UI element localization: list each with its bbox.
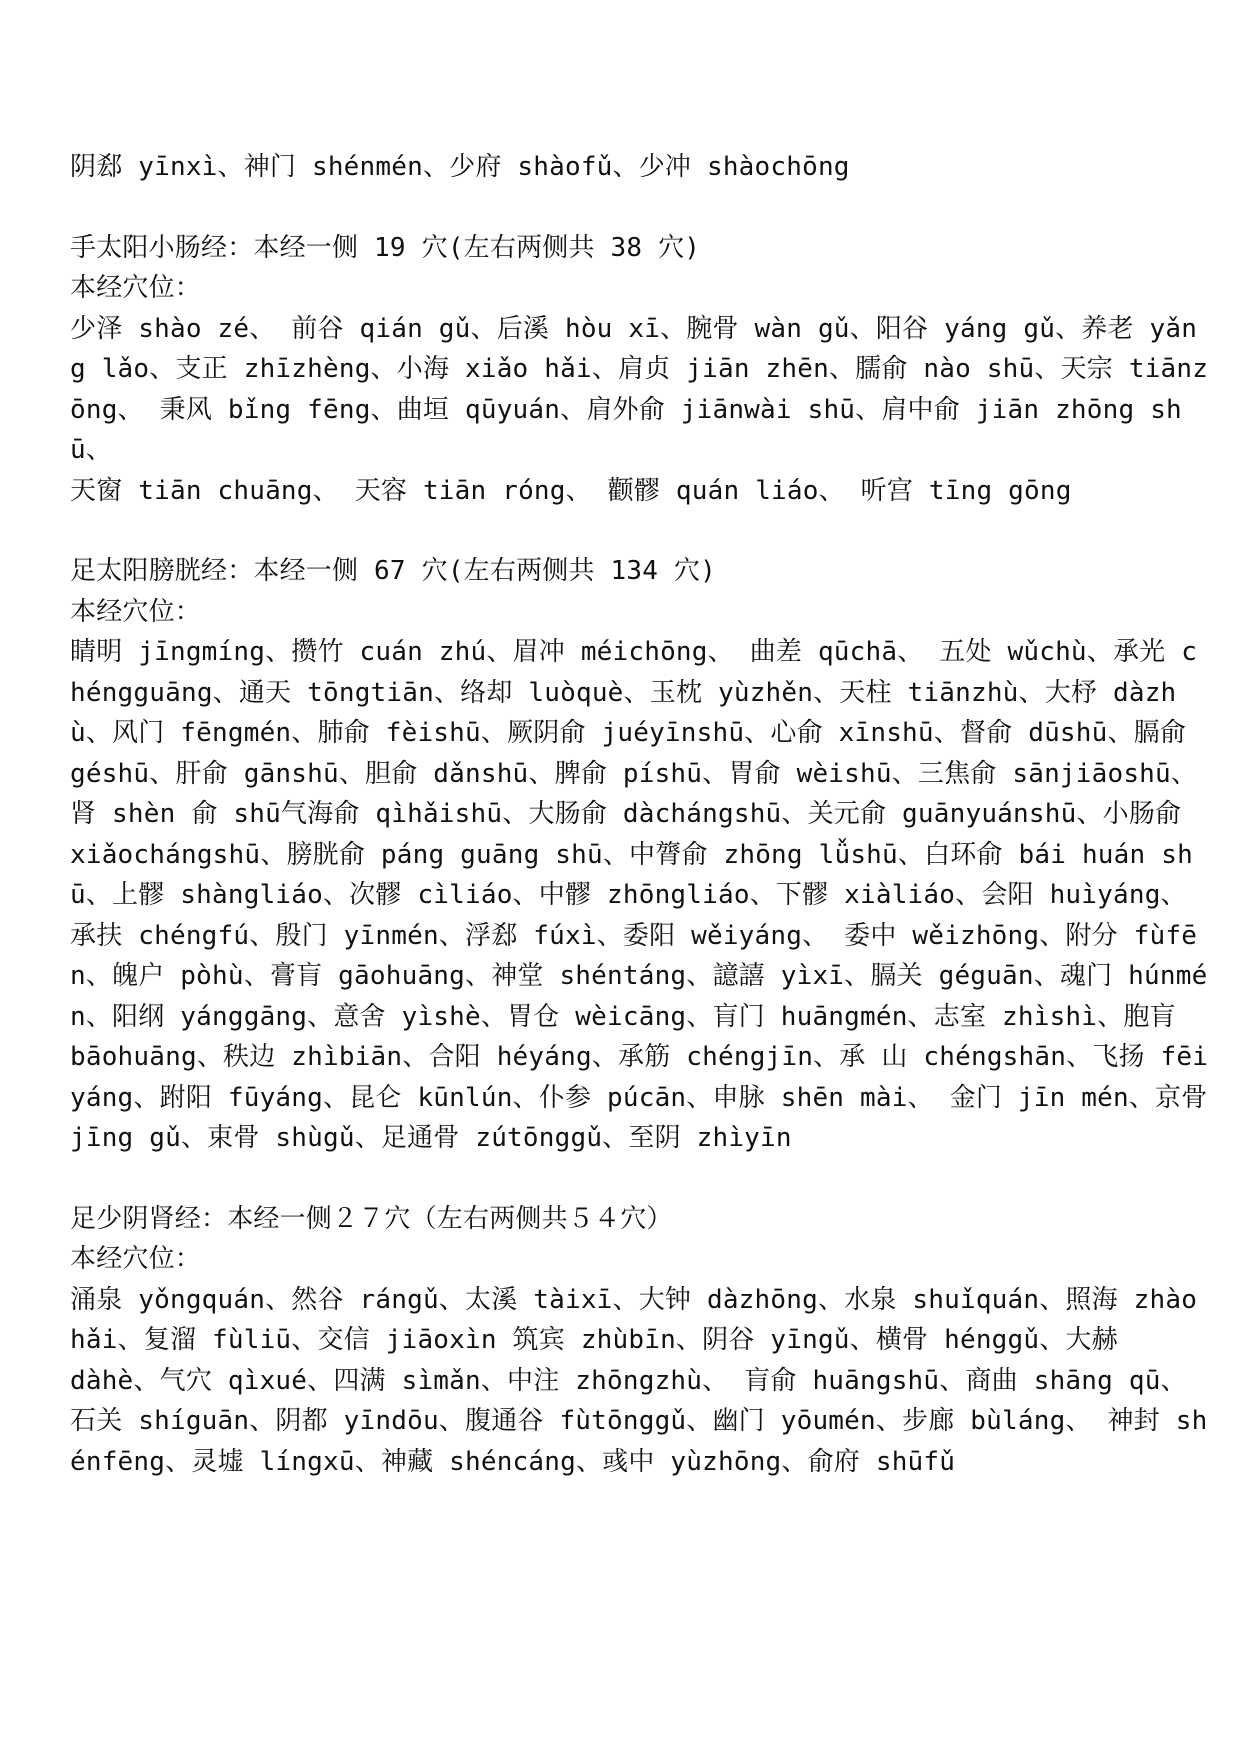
document-body [70,147,1210,1482]
section-small-intestine-meridian [70,228,1210,512]
acupoint-paragraph: 少泽 shào zé、 前谷 qián gǔ、后溪 hòu xī、腕骨 wàn gǔ、阳谷 yáng gǔ、养老 yǎng lǎo、支正 zhīzhèng、小海 xiǎo hǎi、肩贞 jiān zhēn、臑俞 nào shū、天宗 tiānzōng、 秉风 bǐng fēng、曲垣 qūyuán、肩外俞 jiānwài shū、肩中俞 jiān zhōng shū、 [70,313,1209,465]
section-title: 足太阳膀胱经：本经一侧 67 穴(左右两侧共 134 穴) [70,556,716,586]
section-title: 足少阴肾经：本经一侧２７穴（左右两侧共５４穴） [70,1203,673,1234]
section-kidney-meridian [70,1199,1210,1483]
section-gap [70,1159,1210,1199]
acupoint-paragraph: 天窗 tiān chuāng、 天容 tiān róng、 颧髎 quán liáo、 听宫 tīng gōng [70,475,1072,506]
section-title: 手太阳小肠经：本经一侧 19 穴(左右两侧共 38 穴) [70,232,701,263]
section-bladder-meridian [70,551,1210,1159]
section-label: 本经穴位： [70,1244,202,1274]
intro-line: 阴郄 yīnxì、神门 shénmén、少府 shàofǔ、少冲 shàochōng [70,152,850,182]
acupoint-paragraph: 涌泉 yǒngquán、然谷 rángǔ、太溪 tàixī、大钟 dàzhōng、水泉 shuǐquán、照海 zhàohǎi、复溜 fùliū、交信 jiāoxìn 筑宾 zhùbīn、阴谷 yīngǔ、横骨 hénggǔ、大赫 [70,1284,1198,1355]
section-gap [70,511,1210,551]
section-gap [70,188,1210,228]
acupoint-paragraph: bāohuāng、秩边 zhìbiān、合阳 héyáng、承筋 chéngjīn、承 山 chéngshān、飞扬 fēiyáng、跗阳 fūyáng、昆仑 kūnlún、仆参 púcān、申脉 shēn mài、 金门 jīn mén、京骨 jīng gǔ、束骨 shùgǔ、足通骨 zútōnggǔ、至阴 zhìyīn [70,1042,1209,1153]
section-label: 本经穴位： [70,596,202,627]
section-label: 本经穴位： [70,273,202,303]
acupoint-paragraph: dàhè、气穴 qìxué、四满 sìmǎn、中注 zhōngzhù、 肓俞 huāngshū、商曲 shāng qū、石关 shíguān、阴都 yīndōu、腹通谷 fùtōnggǔ、幽门 yōumén、步廊 bùláng、 神封 shénfēng、灵墟 língxū、神藏 shéncáng、彧中 yùzhōng、俞府 shūfǔ [70,1365,1208,1477]
acupoint-paragraph: 睛明 jīngmíng、攒竹 cuán zhú、眉冲 méichōng、 曲差 qūchā、 五处 wǔchù、承光 chéngguāng、通天 tōngtiān、络却 luòquè、玉枕 yùzhěn、天柱 tiānzhù、大杼 dàzhù、风门 fēngmén、肺俞 fèishū、厥阴俞 juéyīnshū、心俞 xīnshū、督俞 dūshū、膈俞 géshū、肝俞 gānshū、胆俞 dǎnshū、脾俞 píshū、胃俞 wèishū、三焦俞 sānjiāoshū、肾 shèn 俞 shū气海俞 qìhǎishū、大肠俞 dàchángshū、关元俞 guānyuánshū、小肠俞 xiǎochángshū、膀胱俞 páng guāng shū、中膂俞 zhōng lǚshū、白环俞 bái huán shū、上髎 shàngliáo、次髎 cìliáo、中髎 zhōngliáo、下髎 xiàliáo、会阳 huìyáng、承扶 chéngfú、殷门 yīnmén、浮郄 fúxì、委阳 wěiyáng、 委中 wěizhōng、附分 fùfēn、魄户 pòhù、膏肓 gāohuāng、神堂 shéntáng、譩譆 yìxī、膈关 géguān、魂门 húnmén、阳纲 yánggāng、意舍 yìshè、胃仓 wèicāng、肓门 huāngmén、志室 zhìshì、胞肓 [70,637,1208,1032]
